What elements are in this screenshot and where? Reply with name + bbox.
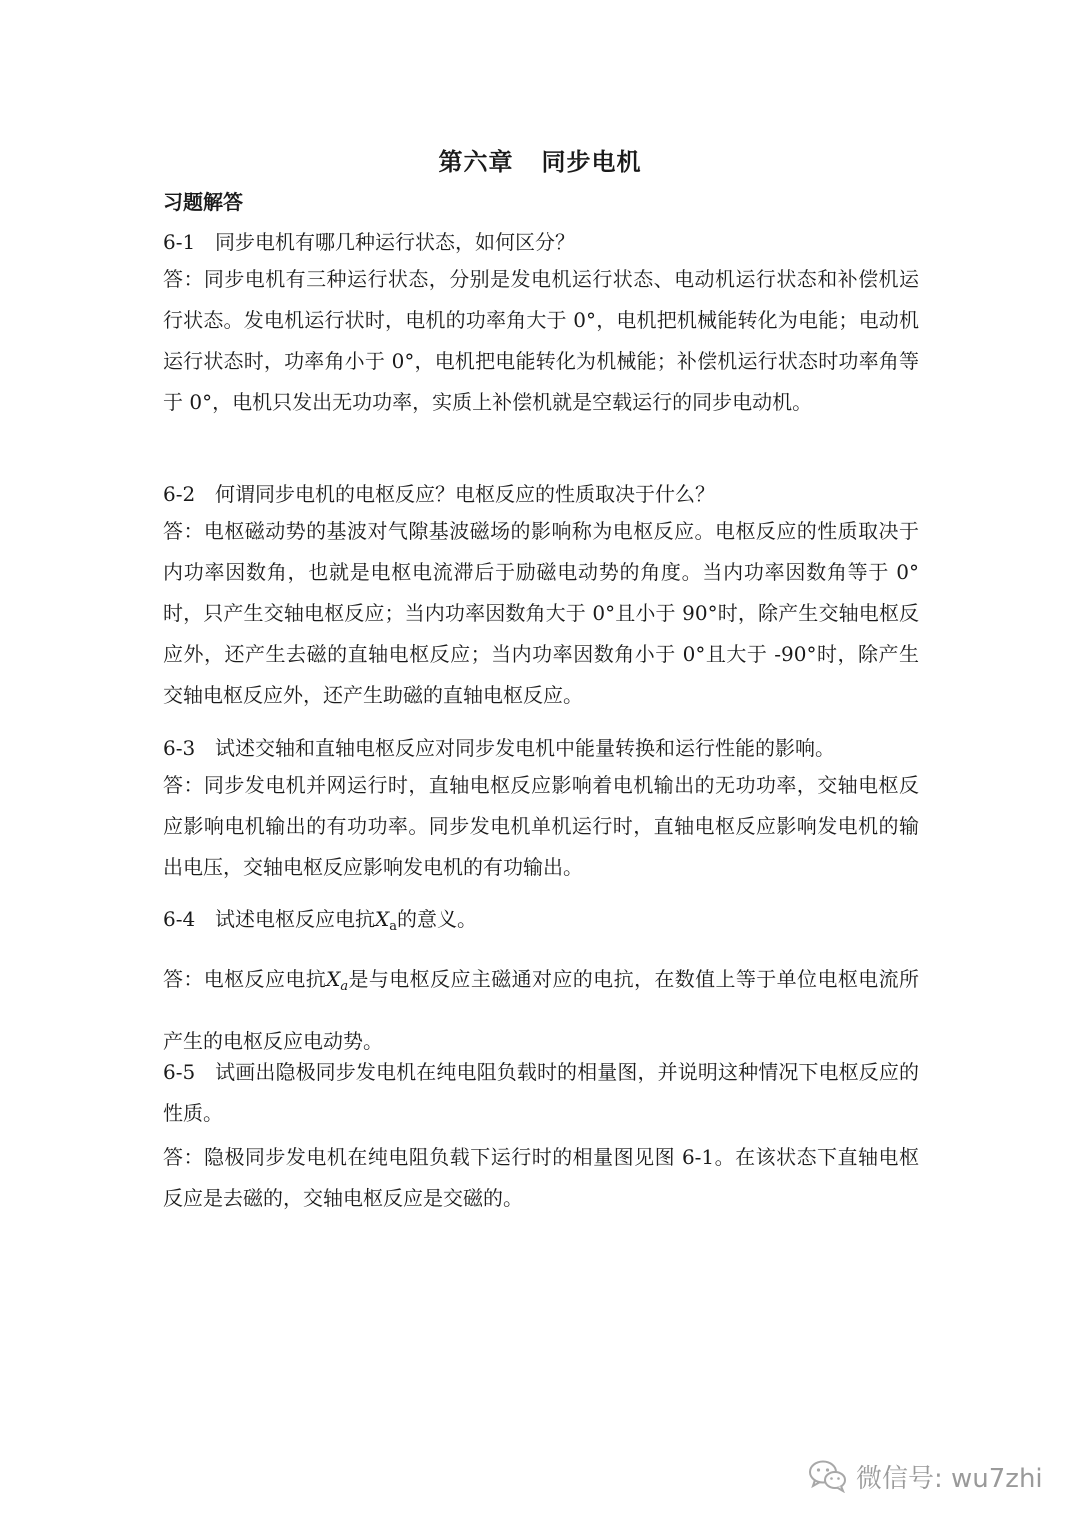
- chapter-name: 同步电机: [541, 148, 642, 176]
- watermark: [808, 1456, 1043, 1496]
- answer-6-1: 答：同步电机有三种运行状态，分别是发电机运行状态、电动机运行状态和补偿机运行状态。发电机运行状时，电机的功率角大于 0°，电机把机械能转化为电能；电动机运行状态时，功率角小于 0°，电机把电能转化为机械能；补偿机运行状态时功率角等于 0°，电机只发出无功功率，实质上补偿机就是空载运行的同步电动机。: [163, 267, 919, 414]
- chapter-number: 第六章: [438, 148, 514, 176]
- question-text: 试画出隐极同步发电机在纯电阻负载时的相量图，并说明这种情况下电枢反应的性质。: [163, 1060, 919, 1125]
- wechat-icon: [808, 1459, 848, 1493]
- reactance-symbol: $X_a$: [326, 967, 349, 994]
- question-text-post: 的意义。: [397, 907, 478, 931]
- answer-6-2: 答：电枢磁动势的基波对气隙基波磁场的影响称为电枢反应。电枢反应的性质取决于内功率因数角，也就是电枢电流滞后于励磁电动势的角度。当内功率因数角等于 0°时，只产生交轴电枢反应；当内功率因数角大于 0°且小于 90°时，除产生交轴电枢反应外，还产生去磁的直轴电枢反应；当内功率因数角小于 0°且大于 -90°时，除产生交轴电枢反应外，还产生助磁的直轴电枢反应。: [163, 519, 919, 707]
- reactance-symbol: $X_a$: [375, 907, 398, 934]
- watermark-text: 微信号: wu7zhi: [856, 1463, 1043, 1494]
- question-number: 6-5: [163, 1060, 196, 1084]
- question-6-2: [163, 474, 919, 515]
- answer-6-4: [163, 952, 919, 1068]
- question-6-1: [163, 222, 919, 263]
- question-text: 何谓同步电机的电枢反应？电枢反应的性质取决于什么？: [215, 482, 715, 506]
- answer-text-pre: 答：电枢反应电抗: [163, 967, 327, 991]
- question-6-4: [163, 899, 919, 947]
- question-text: 同步电机有哪几种运行状态，如何区分？: [215, 230, 575, 254]
- question-6-5: [163, 1052, 919, 1134]
- answer-text-post: 是与电枢反应主磁通对应的电抗，在数值上等于单位电枢电流所产生的电枢反应电动势。: [163, 967, 920, 1053]
- question-text: 试述交轴和直轴电枢反应对同步发电机中能量转换和运行性能的影响。: [215, 736, 835, 760]
- chapter-title: [0, 142, 1080, 177]
- answer-6-3: 答：同步发电机并网运行时，直轴电枢反应影响着电机输出的无功功率，交轴电枢反应影响电机输出的有功功率。同步发电机单机运行时，直轴电枢反应影响发电机的输出电压，交轴电枢反应影响发电机的有功输出。: [163, 773, 919, 879]
- question-number: 6-3: [163, 736, 196, 760]
- question-text-pre: 试述电枢反应电抗: [215, 907, 375, 931]
- section-heading: 习题解答: [163, 190, 243, 214]
- question-6-3: [163, 728, 919, 769]
- answer-6-5: 答：隐极同步发电机在纯电阻负载下运行时的相量图见图 6-1。在该状态下直轴电枢反应是去磁的，交轴电枢反应是交磁的。: [163, 1145, 919, 1210]
- question-number: 6-1: [163, 230, 196, 254]
- question-number: 6-4: [163, 907, 196, 931]
- question-number: 6-2: [163, 482, 196, 506]
